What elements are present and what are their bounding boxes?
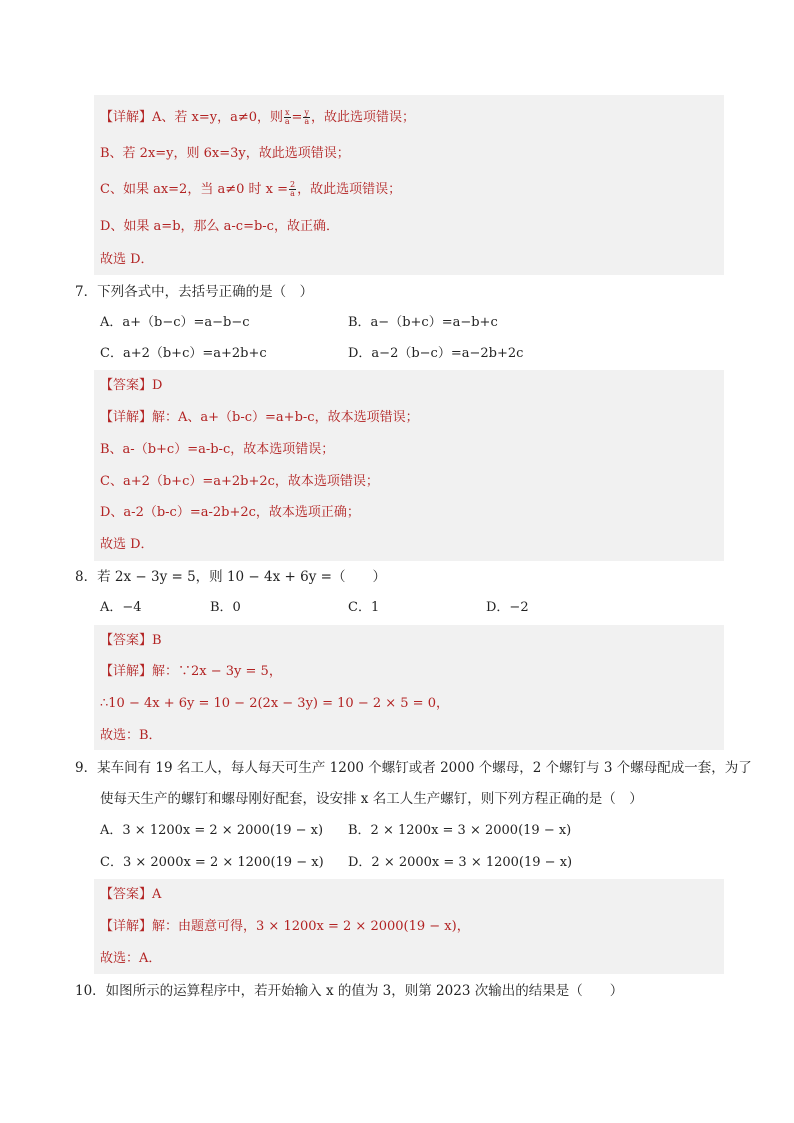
explain-tag: 【详解】 bbox=[100, 110, 153, 125]
q6-explain-d: D、如果 a=b，那么 a-c=b-c，故正确． bbox=[100, 219, 339, 234]
q6-choose: 故选 D． bbox=[100, 252, 154, 267]
q8-answer: 【答案】B bbox=[100, 633, 162, 648]
q9-explain-1: 【详解】解：由题意可得，3 × 1200x = 2 × 2000(19 − x)， bbox=[100, 919, 470, 934]
q8-choose: 故选：B． bbox=[100, 728, 162, 743]
q6-a-fraction-y: $\frac{y}{a}$ bbox=[304, 108, 310, 126]
q9-option-a: A．3 × 1200x = 2 × 2000(19 − x) bbox=[100, 823, 324, 838]
q7-option-a: A．a+（b−c）=a−b−c bbox=[100, 315, 250, 330]
q6-explain-c: C、如果 ax=2，当 a≠0 时 x = $\frac{2}{a}$ ，故此选项错误； bbox=[100, 180, 402, 198]
q8-stem: 8．若 2x − 3y = 5，则 10 − 4x + 6y =（ ） bbox=[75, 569, 386, 585]
q7-option-d: D．a−2（b−c）=a−2b+2c bbox=[348, 346, 524, 361]
q9-choose: 故选：A． bbox=[100, 951, 162, 966]
q8-option-b: B．0 bbox=[210, 600, 241, 615]
q7-explain-3: C、a+2（b+c）=a+2b+2c，故本选项错误； bbox=[100, 474, 379, 489]
q8-explain-1: 【详解】解：∵2x − 3y = 5， bbox=[100, 664, 282, 679]
q6-c-fraction: $\frac{2}{a}$ bbox=[290, 180, 296, 198]
q10-stem: 10．如图所示的运算程序中，若开始输入 x 的值为 3，则第 2023 次输出的结果是（ ） bbox=[75, 983, 624, 999]
q6-a-fraction-x: $\frac{x}{a}$ bbox=[284, 108, 290, 126]
q9-option-b: B．2 × 1200x = 3 × 2000(19 − x) bbox=[348, 823, 572, 838]
q9-stem-line1: 9．某车间有 19 名工人，每人每天可生产 1200 个螺钉或者 2000 个螺母，2 个螺钉与 3 个螺母配成一套，为了 bbox=[75, 760, 752, 776]
q7-explain-2: B、a-（b+c）=a-b-c，故本选项错误； bbox=[100, 442, 335, 457]
q9-stem-line2: 使每天生产的螺钉和螺母刚好配套，设安排 x 名工人生产螺钉，则下列方程正确的是（ ） bbox=[100, 791, 643, 807]
q7-explain-1: 【详解】解：A、a+（b-c）=a+b-c，故本选项错误； bbox=[100, 410, 419, 425]
q7-stem: 7．下列各式中，去括号正确的是（ ） bbox=[75, 284, 314, 300]
q6-a-text: A、若 x=y，a≠0，则 bbox=[152, 110, 284, 125]
q7-option-b: B．a−（b+c）=a−b+c bbox=[348, 315, 498, 330]
q9-option-c: C．3 × 2000x = 2 × 1200(19 − x) bbox=[100, 855, 324, 870]
q8-option-a: A．−4 bbox=[100, 600, 142, 615]
q6-explain-a: 【详解】A、若 x=y，a≠0，则 $\frac{x}{a}$ = $\frac{y}{a}$ ，故此选项错误； bbox=[100, 108, 415, 126]
q7-explain-4: D、a-2（b-c）=a-2b+2c，故本选项正确； bbox=[100, 505, 360, 520]
q8-option-d: D．−2 bbox=[486, 600, 529, 615]
q8-option-c: C．1 bbox=[348, 600, 380, 615]
q9-answer: 【答案】A bbox=[100, 887, 162, 902]
q6-explain-b: B、若 2x=y，则 6x=3y，故此选项错误； bbox=[100, 146, 350, 161]
q8-explain-2: ∴10 − 4x + 6y = 10 − 2(2x − 3y) = 10 − 2 × 5 = 0， bbox=[100, 696, 449, 711]
q8-answer-box bbox=[94, 625, 724, 750]
q7-option-c: C．a+2（b+c）=a+2b+c bbox=[100, 346, 267, 361]
q7-choose: 故选 D． bbox=[100, 537, 154, 552]
q7-answer-box bbox=[94, 370, 724, 561]
q7-answer: 【答案】D bbox=[100, 378, 163, 393]
q9-option-d: D．2 × 2000x = 3 × 1200(19 − x) bbox=[348, 855, 573, 870]
